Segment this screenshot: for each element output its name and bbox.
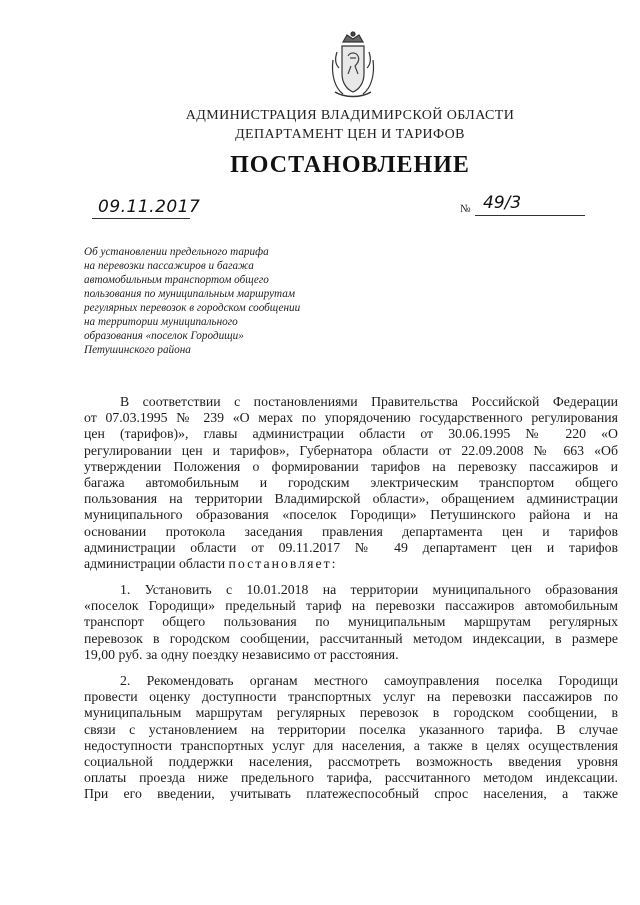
body-line: от 07.03.1995 № 239 «О мерах по упорядочению государственного регулирования xyxy=(84,410,618,426)
resolution-prefix: администрации области xyxy=(84,555,226,571)
paragraph-1 xyxy=(84,582,618,663)
body-line: муниципальным маршрутам регулярных перевозок в городском сообщении, в xyxy=(84,705,618,721)
subject-line: регулярных перевозок в городском сообщении xyxy=(84,302,301,314)
body-line: социальной поддержки населения, рассмотреть возможность введения уровня xyxy=(84,753,618,769)
subject-line: Об установлении предельного тарифа xyxy=(84,246,269,258)
body-line-resolution xyxy=(84,556,618,572)
body-line: пользования на территории Владимирской области», обращением администрации xyxy=(84,491,618,507)
body-line: связи с установлением на территории поселка указанного тарифа. В случае xyxy=(84,721,618,737)
subject-line: Петушинского района xyxy=(84,344,191,356)
body-line: багажа автомобильным и городским электрическим транспортом общего xyxy=(84,474,618,490)
date-underline xyxy=(92,218,190,219)
body-line: основании протокола заседания правления департамента цен и тарифов xyxy=(84,523,618,539)
document-type-title: ПОСТАНОВЛЕНИЕ xyxy=(230,152,470,178)
document-body xyxy=(84,394,618,813)
number-sign: № xyxy=(460,203,471,215)
subject-line: образования «поселок Городищи» xyxy=(84,330,244,342)
body-line: 2. Рекомендовать органам местного самоуправления поселка Городищи xyxy=(120,673,618,688)
paragraph-2 xyxy=(84,673,618,803)
body-line: транспорт общего пользования по муниципальным маршрутам регулярных xyxy=(84,614,618,630)
number-underline xyxy=(475,215,585,216)
paragraph-intro xyxy=(84,394,618,572)
body-line: цен (тарифов)», главы администрации области от 30.06.1995 № 220 «О xyxy=(84,426,618,442)
subject-line: на перевозки пассажиров и багажа xyxy=(84,260,254,272)
subject-line: на территории муниципального xyxy=(84,316,238,328)
body-line: муниципального образования «поселок Городищи» Петушинского района и на xyxy=(84,507,618,523)
body-line: регулировании цен и тарифов», Губернатора области от 22.09.2008 № 663 «Об xyxy=(84,442,618,458)
document-number: 49/3 xyxy=(483,193,522,213)
body-line: недоступности транспортных услуг для населения, а также в целях осуществления xyxy=(84,737,618,753)
body-line: «поселок Городищи» предельный тариф на перевозки пассажиров автомобильным xyxy=(84,598,618,614)
resolution-word: постановляет: xyxy=(228,555,338,571)
body-line: При его введении, учитывать платежеспособный спрос населения, а также xyxy=(84,786,618,802)
department-name: ДЕПАРТАМЕНТ ЦЕН И ТАРИФОВ xyxy=(235,127,465,142)
coat-of-arms-icon xyxy=(325,30,381,100)
body-line: утверждении Положения о формировании тарифов на перевозку пассажиров и xyxy=(84,458,618,474)
document-subject xyxy=(84,245,384,357)
body-line: администрации области от 09.11.2017 № 49 департамент цен и тарифов xyxy=(84,539,618,555)
subject-line: пользования по муниципальным маршрутам xyxy=(84,288,295,300)
body-line: провести оценку доступности транспортных услуг на перевозки пассажиров по xyxy=(84,689,618,705)
subject-line: автомобильным транспортом общего xyxy=(84,274,269,286)
body-line: В соответствии с постановлениями Правительства Российской Федерации xyxy=(120,394,618,409)
organization-name: АДМИНИСТРАЦИЯ ВЛАДИМИРСКОЙ ОБЛАСТИ xyxy=(185,108,515,123)
body-line: 19,00 руб. за одну поездку независимо от расстояния. xyxy=(84,646,399,662)
document-date: 09.11.2017 xyxy=(98,197,201,217)
body-line: перевозок в городском сообщении, рассчитанный методом индексации, в размере xyxy=(84,630,618,646)
body-line: 1. Установить с 10.01.2018 на территории муниципального образования xyxy=(120,582,618,598)
body-line: оплаты проезда ниже предельного тарифа, рассчитанного методом индексации. xyxy=(84,770,618,786)
